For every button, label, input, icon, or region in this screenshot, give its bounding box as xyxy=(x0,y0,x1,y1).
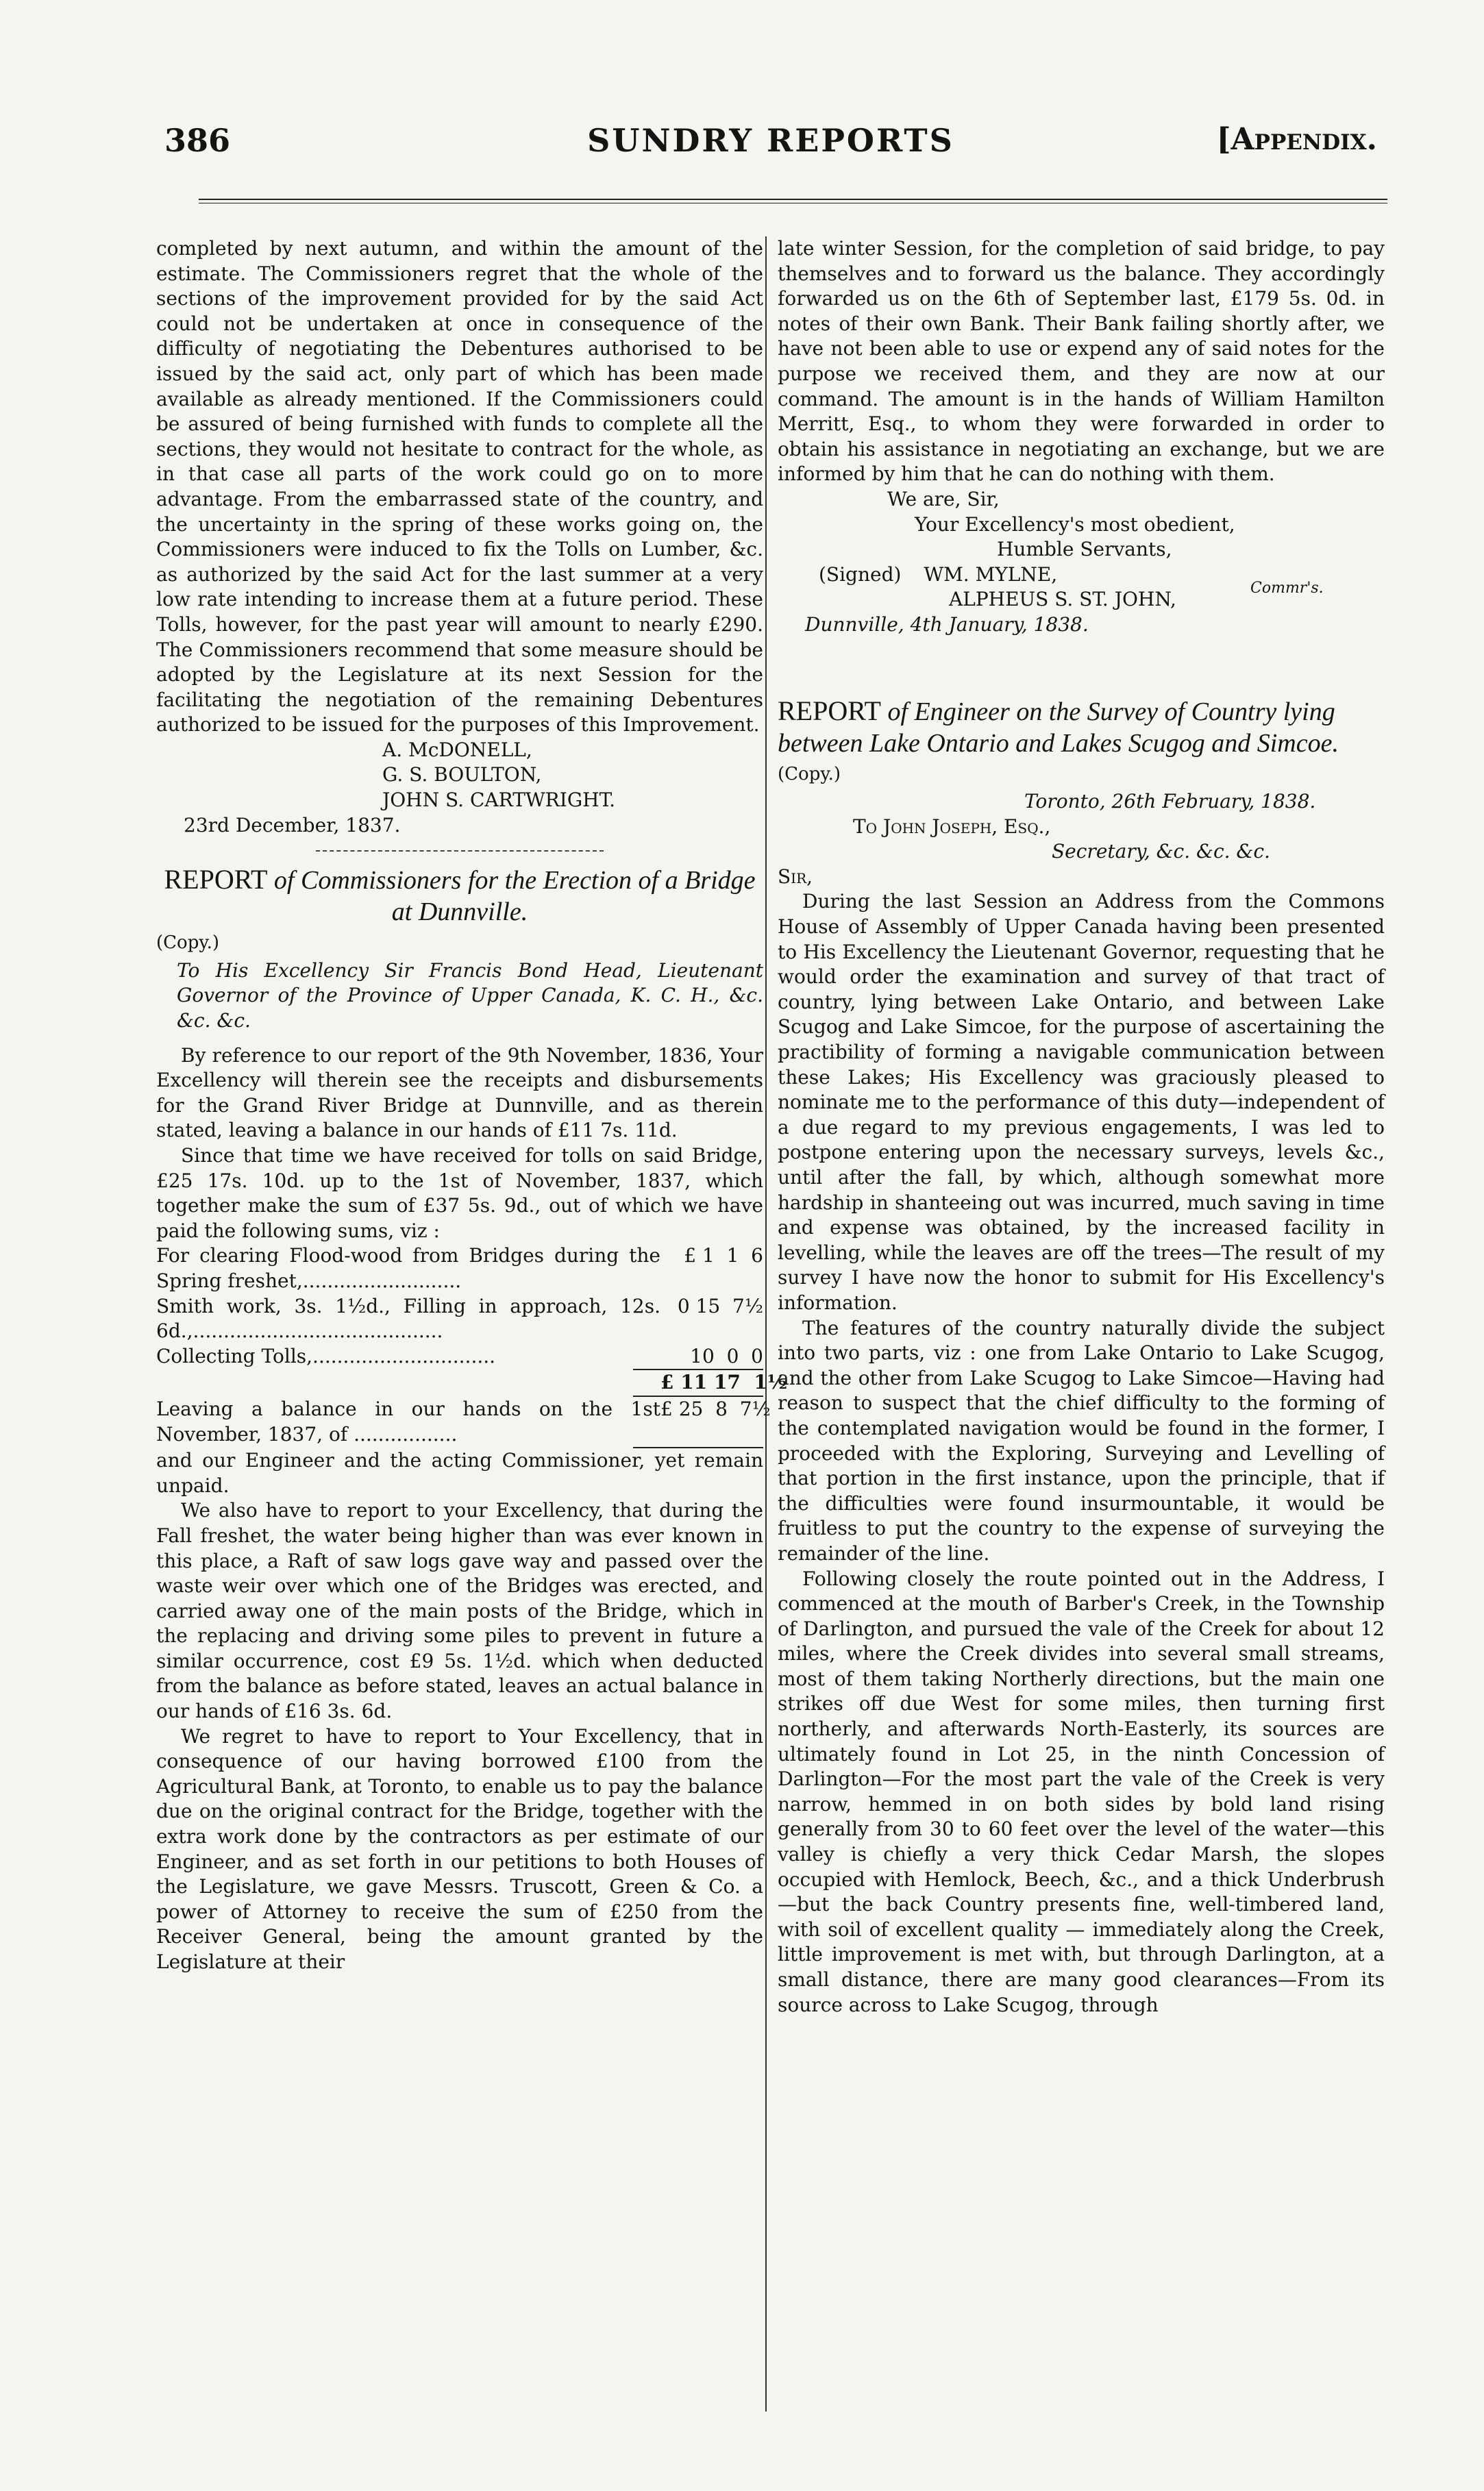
running-title: SUNDRY REPORTS xyxy=(587,122,954,159)
column-divider xyxy=(765,236,767,2412)
signature-block xyxy=(778,562,1385,612)
bridge-report-continuation: late winter Session, for the completion of said bridge, to pay themselves and to forward us the balance. They accordingly forwarded us on the 6th of September last, £179 5s. 0d. in notes of their own Bank. Their Bank failing shortly after, we have not been able to use or expend any of said notes for the purpose we received them, and they are now at our command. The amount is in the hands of William Hamilton Merritt, Esq., to whom they were forwarded in order to obtain his assistance in negotiating an exchange, but we are informed by him that he can do nothing with them. xyxy=(778,237,1385,486)
ledger-amount: £ 1 1 6 xyxy=(684,1244,763,1267)
report-word: REPORT xyxy=(164,864,268,895)
commissioners-abbrev: Commr's. xyxy=(1250,579,1324,597)
signatory: JOHN S. CARTWRIGHT. xyxy=(382,789,616,812)
closing-3: Humble Servants, xyxy=(997,538,1172,561)
closing-2: Your Excellency's most obedient, xyxy=(915,512,1235,536)
disbursement-ledger xyxy=(156,1243,788,1448)
ledger-total-row xyxy=(156,1370,788,1396)
address-line: To His Excellency Sir Francis Bond Head, Lieutenant Governor of the Province of Upper Canada, K. C. H., &c. &c. &c. xyxy=(177,958,763,1032)
page-header xyxy=(164,122,1377,170)
signer-name: WM. MYLNE, xyxy=(924,562,1058,586)
ledger-desc: For clearing Flood-wood from Bridges during the Spring freshet,.......................... xyxy=(156,1244,660,1292)
signatory: A. McDONELL, xyxy=(382,738,532,761)
left-column xyxy=(156,236,788,2412)
ledger-total: £ 11 17 1½ xyxy=(660,1371,788,1394)
balance-desc: Leaving a balance in our hands on the 1st November, 1837, of ................. xyxy=(156,1397,660,1446)
bridge-para-1: By reference to our report of the 9th November, 1836, Your Excellency will therein see the receipts and disbursements for the Grand River Bridge at Dunnville, and as therein stated, leaving a balance in our hands of £11 7s. 11d. xyxy=(156,1043,763,1142)
commissioners-report-continuation: completed by next autumn, and within the amount of the estimate. The Commissioners regret that the whole of the sections of the improvement provided for by the said Act could not be undertaken at once in consequence of the difficulty of negotiating the Debentures authorised to be issued by the said act, only part of which has been made available as already mentioned. If the Commissioners could be assured of being furnished with funds to complete all the sections, they would not hesitate to contract for the whole, as in that case all parts of the work could go on to more advantage. From the embarrassed state of the country, and the uncertainty in the spring of these works going on, the Commissioners were induced to fix the Tolls on Lumber, &c. as authorized by the said Act for the last summer at a very low rate intending to increase them at a future period. These Tolls, however, for the past year will amount to nearly £290. The Commissioners recommend that some measure should be adopted by the Legislature at its next Session for the facilitating the negotiation of the remaining Debentures authorized to be issued for the purposes of this Improvement. xyxy=(156,237,763,736)
signer-name: ALPHEUS S. ST. JOHN, xyxy=(949,588,1176,611)
engineer-report-heading xyxy=(778,695,1385,759)
bridge-para-2: Since that time we have received for tolls on said Bridge, £25 17s. 10d. up to the 1st of November, 1837, which together make the sum of £37 5s. 9d., out of which we have paid the following sums, viz : xyxy=(156,1144,763,1242)
report-word: REPORT xyxy=(778,695,881,726)
signed-label: (Signed) xyxy=(819,562,902,586)
ledger-desc: Smith work, 3s. 1½d., Filling in approach, 12s. 6d.,......................................... xyxy=(156,1294,660,1343)
dateline: Toronto, 26th February, 1838. xyxy=(1024,790,1316,813)
closing-1: We are, Sir, xyxy=(887,487,1000,510)
to-line: To John Joseph, Esq., xyxy=(853,815,1051,838)
sign-date: Dunnville, 4th January, 1838. xyxy=(805,612,1089,636)
engineer-para-3: Following closely the route pointed out in the Address, I commenced at the mouth of Barber's Creek, in the Township of Darlington, and pursued the vale of the Creek for about 12 miles, where the Creek divides into several small streams, most of them taking Northerly directions, but the main one strikes off due West for some miles, then turning first northerly, and afterwards North-Easterly, its sources are ultimately found in Lot 25, in the ninth Concession of Darlington—For the most part the vale of the Creek is very narrow, hemmed in on both sides by bold land rising generally from 30 to 60 feet over the level of the water—this valley is chiefly a very thick Cedar Marsh, the slopes occupied with Hemlock, Beech, &c., and a thick Underbrush—but the back Country presents fine, well-timbered land, with soil of excellent quality — immediately along the Creek, little improvement is met with, but through Darlington, at a small distance, there are many good clearances—From its source across to Lake Scugog, through xyxy=(778,1567,1385,2016)
ledger-row xyxy=(156,1294,763,1344)
bridge-para-3: and our Engineer and the acting Commissioner, yet remain unpaid. xyxy=(156,1449,763,1497)
bridge-para-5: We regret to have to report to Your Excellency, that in consequence of our having borrowed £100 from the Agricultural Bank, at Toronto, to enable us to pay the balance due on the original contract for the Bridge, together with the extra work done by the contractors as per estimate of our Engineer, and as set forth in our petitions to both Houses of the Legislature, we gave Messrs. Truscott, Green & Co. a power of Attorney to receive the sum of £250 from the Receiver General, being the amount granted by the Legislature at their xyxy=(156,1724,763,1973)
header-rule-thick xyxy=(199,199,1387,200)
to-title: Secretary, &c. &c. &c. xyxy=(1052,840,1270,863)
right-column xyxy=(778,236,1385,2412)
engineer-para-1: During the last Session an Address from the Commons House of Assembly of Upper Canada having been presented to His Excellency the Lieutenant Governor, requesting that he would order the examination and survey of that tract of country, lying between Lake Ontario, and between Lake Scugog and Lake Simcoe, for the purpose of ascertaining the practibility of forming a navigable communication between these Lakes; His Excellency was graciously pleased to nominate me to the performance of this duty—independent of a due regard to my previous engagements, I was led to postpone entering upon the necessary surveys, levels &c., until after the fall, by which, although somewhat more hardship in shanteeing out was incurred, much saving in time and expense was obtained, by the increased facility in levelling, while the leaves are off the trees—The result of my survey I have now the honor to submit for His Excellency's information. xyxy=(778,890,1385,1314)
engineer-report-title: of Engineer on the Survey of Country lying between Lake Ontario and Lakes Scugog and Simcoe. xyxy=(778,697,1339,758)
ledger-row xyxy=(156,1344,763,1370)
page-number: 386 xyxy=(164,122,231,159)
bridge-report-title: of Commissioners for the Erection of a Bridge at Dunnville. xyxy=(273,866,756,927)
commissioners-signatures xyxy=(156,738,763,813)
section-separator xyxy=(316,850,604,852)
bridge-para-4: We also have to report to your Excellency, that during the Fall freshet, the water being higher than was ever known in this place, a Raft of saw logs gave way and passed over the waste weir over which one of the Bridges was erected, and carried away one of the main posts of the Bridge, which in the replacing and driving some piles to prevent in future a similar occurrence, cost £9 5s. 1½d. which when deducted from the balance as before stated, leaves an actual balance in our hands of £16 3s. 6d. xyxy=(156,1499,763,1723)
ledger-row xyxy=(156,1243,763,1293)
balance-row xyxy=(156,1397,771,1447)
copy-label: (Copy.) xyxy=(156,932,219,954)
balance-amount: £ 25 8 7½ xyxy=(660,1397,771,1420)
copy-label: (Copy.) xyxy=(778,763,841,784)
signatory: G. S. BOULTON, xyxy=(382,763,542,786)
ledger-desc: Collecting Tolls,.............................. xyxy=(156,1344,496,1367)
ledger-amount: 0 15 7½ xyxy=(677,1294,763,1317)
appendix-label: [Appendix. xyxy=(1216,122,1377,157)
salutation: Sir, xyxy=(778,865,813,888)
ledger-amount: 10 0 0 xyxy=(690,1344,763,1367)
engineer-para-2: The features of the country naturally divide the subject into two parts, viz : one from Lake Ontario to Lake Scugog, and the other from Lake Scugog to Lake Simcoe—Having had reason to suspect that the chief difficulty to the forming of the contemplated navigation would be found in the former, I proceeded with the Exploring, Surveying and Levelling of that portion in the first instance, upon the principle, that if the difficulties were found insurmountable, it would be fruitless to put the country to the expense of surveying the remainder of the line. xyxy=(778,1316,1385,1565)
bridge-report-heading xyxy=(156,864,763,928)
report-date: 23rd December, 1837. xyxy=(184,813,401,836)
